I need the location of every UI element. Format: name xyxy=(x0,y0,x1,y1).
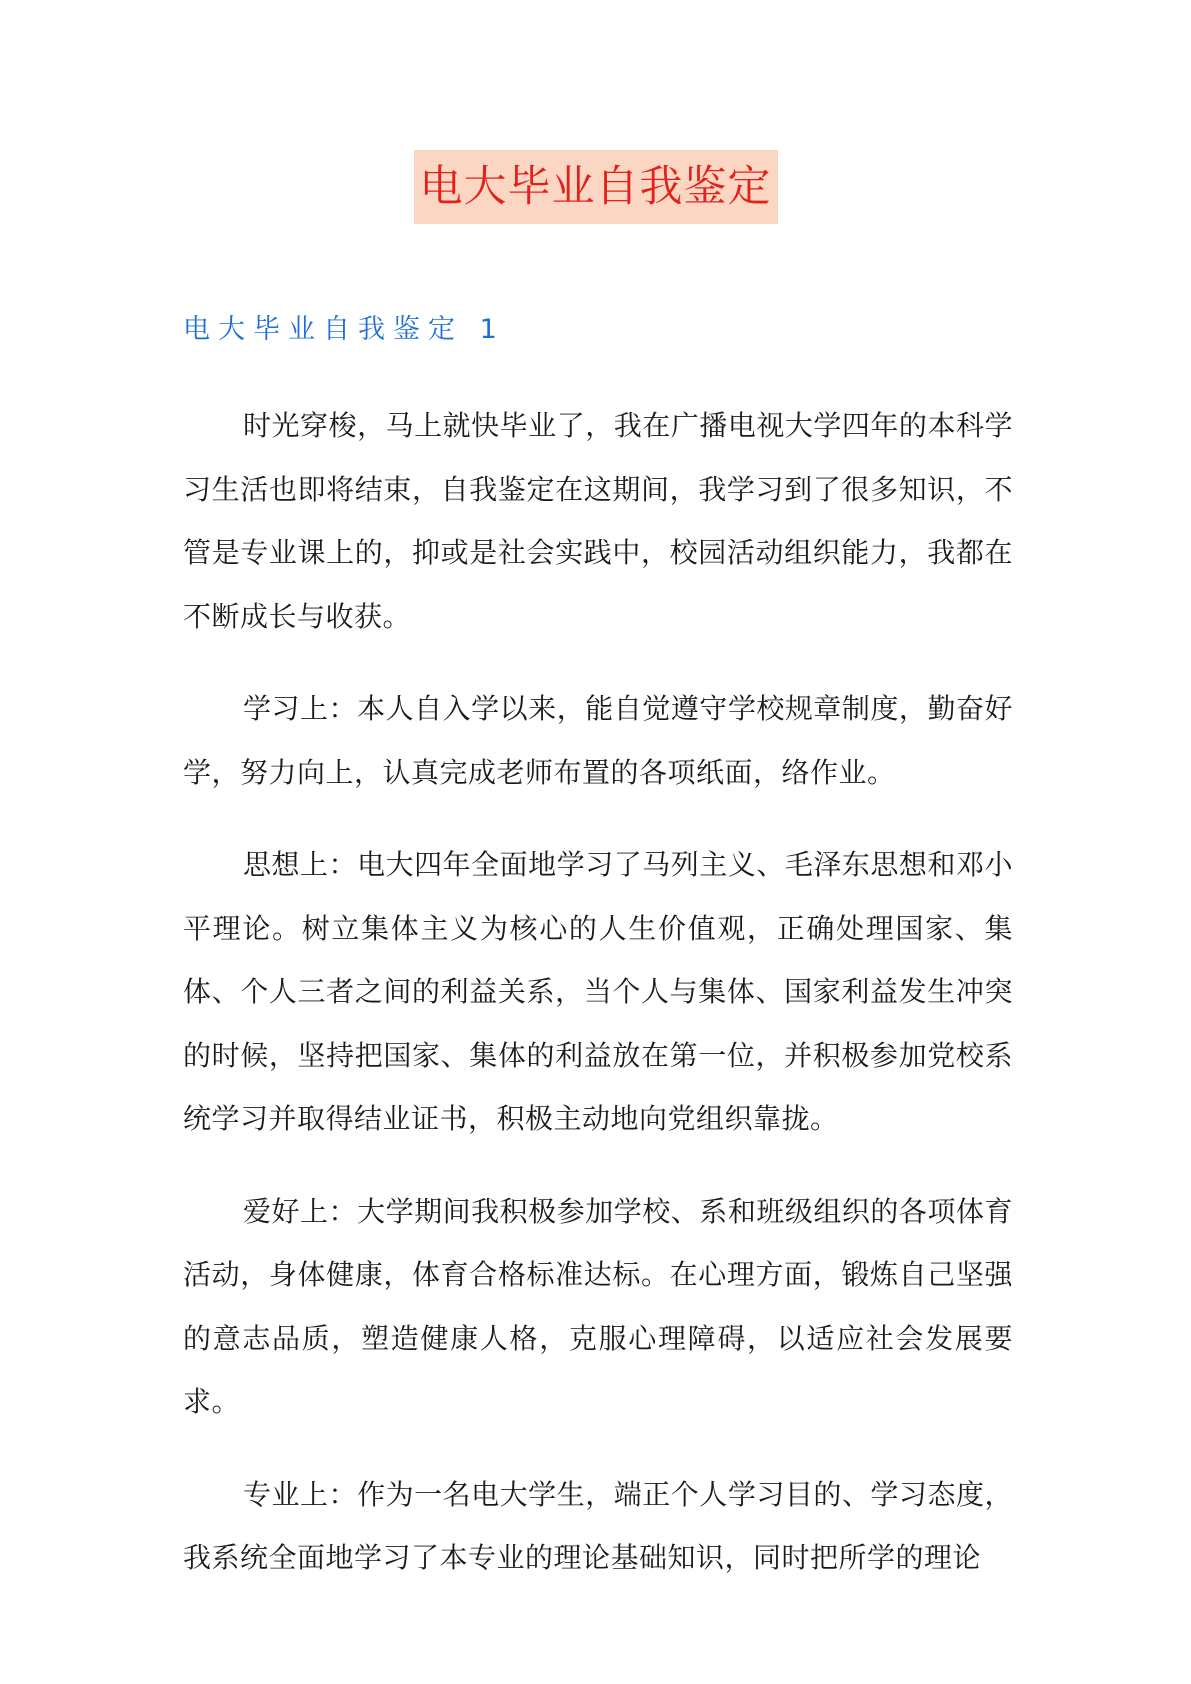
section-heading: 电大毕业自我鉴定 1 xyxy=(183,314,505,345)
document-title: 电大毕业自我鉴定 xyxy=(414,150,778,224)
paragraph-hobby: 爱好上：大学期间我积极参加学校、系和班级组织的各项体育活动，身体健康，体育合格标准达标。在心理方面，锻炼自己坚强的意志品质，塑造健康人格，克服心理障碍，以适应社会发展要求。 xyxy=(183,1194,1013,1418)
title-container xyxy=(0,150,1191,224)
paragraph-major: 专业上：作为一名电大学生，端正个人学习目的、学习态度，我系统全面地学习了本专业的理论基础知识，同时把所学的理论 xyxy=(183,1477,1013,1574)
body-text xyxy=(183,394,1013,1619)
paragraph-intro: 时光穿梭，马上就快毕业了，我在广播电视大学四年的本科学习生活也即将结束，自我鉴定在这期间，我学习到了很多知识，不管是专业课上的，抑或是社会实践中，校园活动组织能力，我都在不断成长与收获。 xyxy=(183,409,1013,633)
paragraph-study: 学习上：本人自入学以来，能自觉遵守学校规章制度，勤奋好学，努力向上，认真完成老师布置的各项纸面，络作业。 xyxy=(183,692,1013,789)
paragraph-thought: 思想上：电大四年全面地学习了马列主义、毛泽东思想和邓小平理论。树立集体主义为核心的人生价值观，正确处理国家、集体、个人三者之间的利益关系，当个人与集体、国家利益发生冲突的时候，坚持把国家、集体的利益放在第一位，并积极参加党校系统学习并取得结业证书，积极主动地向党组织靠拢。 xyxy=(183,848,1013,1135)
